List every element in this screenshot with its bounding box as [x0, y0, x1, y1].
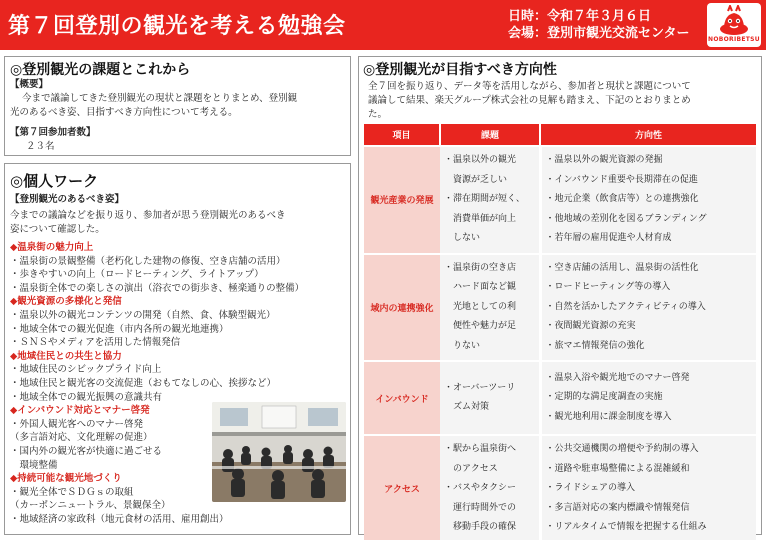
- issue-line: 移動手段の確保: [444, 522, 517, 532]
- section-item: ・地域住民のシビックプライド向上: [10, 364, 162, 376]
- section-item: ・地域経済の家政科（地元食材の活用、雇用創出）: [10, 514, 229, 525]
- direction-line: ・夜間観光資源の充実: [545, 321, 636, 331]
- section-title: ◆観光資源の多様化と発信: [10, 296, 122, 308]
- section-item: （カーボンニュートラル、景観保全）: [10, 500, 171, 512]
- direction-line: ・公共交通機関の増便や予約制の導入: [545, 444, 699, 454]
- issue-line: ・滞在期間が短く、: [444, 194, 525, 204]
- section-title: ◆地域住民との共生と協力: [10, 350, 122, 362]
- issue-line: 便性や魅力が足: [444, 321, 517, 331]
- direction-table: [364, 124, 756, 540]
- section-item: ・地域全体での観光促進（市内各所の観光地連携）: [10, 323, 229, 335]
- header-banner: [0, 0, 766, 50]
- participants-value: ２３名: [26, 141, 55, 152]
- section-item: 環境整備: [10, 459, 58, 471]
- issue-line: ・温泉以外の観光: [444, 155, 517, 165]
- header-direction: 方向性: [540, 124, 756, 146]
- overview-line-2: 光のあるべき姿、目指すべき方向性について考える。: [10, 107, 238, 118]
- direction-line: ・地元企業（飲食店等）との連携強化: [545, 194, 699, 204]
- direction-line: ・リアルタイムで情報を把握する仕組み: [545, 522, 707, 532]
- issue-line: 消費単価が向上: [444, 213, 517, 224]
- direction-line: ・旅マエ情報発信の強化: [545, 340, 645, 351]
- direction-cell: [540, 435, 756, 540]
- issue-cell: [440, 146, 540, 254]
- issue-line: ・バスやタクシー: [444, 483, 517, 493]
- issue-line: りない: [444, 340, 481, 351]
- section-title: ◆持続可能な観光地づくり: [10, 473, 122, 485]
- section-item: ・ＳＮＳやメディアを活用した情報発信: [10, 337, 181, 349]
- section-item: ・外国人観光客へのマナー啓発: [10, 418, 144, 430]
- direction-line: ・温泉以外の観光資源の発掘: [545, 155, 663, 165]
- issue-line: ・オーバーツーリ: [444, 382, 516, 393]
- issue-cell: [440, 435, 540, 540]
- event-meta: [508, 8, 689, 42]
- direction-intro-line-1: 全７回を振り返り、データ等を活用しながら、参加者と現状と課題について: [368, 81, 691, 92]
- section-item: （多言語対応、文化理解の促進）: [10, 432, 153, 444]
- ideal-state-label: 【登別観光のあるべき姿】: [10, 194, 125, 205]
- issue-line: ・駅から温泉街へ: [444, 444, 517, 454]
- direction-line: ・インバウンド重要や長期滞在の促進: [545, 174, 698, 185]
- issue-line: しない: [444, 233, 481, 243]
- issue-line: 運行時間外での: [444, 502, 517, 513]
- header-item: 項目: [364, 124, 440, 146]
- issue-cell: [440, 361, 540, 435]
- section-title: ◆温泉街の魅力向上: [10, 242, 94, 253]
- table-header-row: [364, 124, 756, 146]
- table-row: [364, 361, 756, 435]
- section-item: ・地域全体での観光振興の意識共有: [10, 391, 163, 403]
- event-venue: 会場：登別市観光交流センター: [508, 26, 690, 41]
- direction-line: ・観光地利用に課金制度を導入: [545, 411, 672, 422]
- table-row: [364, 254, 756, 362]
- direction-cell: [540, 361, 756, 435]
- direction-heading: ◎登別観光が目指すべき方向性: [363, 62, 557, 78]
- direction-line: ・ライドシェアの導入: [545, 483, 636, 493]
- category-cell: インバウンド: [364, 361, 440, 435]
- category-cell: アクセス: [364, 435, 440, 540]
- issue-cell: [440, 254, 540, 362]
- section-item: ・観光全体でＳＤＧｓの取組: [10, 486, 134, 498]
- section-item: ・温泉街の景観整備（老朽化した建物の修復、空き店舗の活用）: [10, 255, 286, 267]
- issue-line: 資源が乏しい: [444, 174, 508, 185]
- page-title: 第７回登別の観光を考える勉強会: [8, 14, 346, 39]
- overview-heading: ◎登別観光の課題とこれから: [10, 62, 191, 78]
- issue-line: ズム対策: [444, 402, 490, 412]
- event-date: 日時：令和７年３月６日: [508, 9, 652, 24]
- direction-line: ・温泉入浴や観光地でのマナー啓発: [545, 372, 690, 383]
- direction-line: ・ロードヒーティング等の導入: [545, 282, 671, 292]
- direction-line: ・自然を活かしたアクティビティの導入: [545, 301, 706, 312]
- ideal-intro-line-1: 今までの議論などを振り返り、参加者が思う登別観光のあるべき: [10, 210, 286, 221]
- section-item: ・国内外の観光客が快適に過ごせる: [10, 446, 163, 457]
- direction-line: ・多言語対応の案内標識や情報発信: [545, 502, 690, 513]
- direction-line: ・定期的な満足度調査の実施: [545, 392, 663, 403]
- section-title: ◆インバウンド対応とマナー啓発: [10, 405, 150, 417]
- section-item: ・地域住民と観光客の交流促進（おもてなしの心、挨拶など）: [10, 378, 277, 389]
- overview-label: 【概要】: [10, 79, 49, 90]
- issue-line: のアクセス: [444, 463, 498, 474]
- section-item: ・歩きやすいの向上（ロードヒーティング、ライトアップ）: [10, 269, 264, 281]
- noboribetsu-logo: [707, 3, 761, 47]
- header-issue: 課題: [440, 124, 540, 146]
- category-cell: 域内の連携強化: [364, 254, 440, 362]
- direction-line: ・他地域の差別化を図るブランディング: [545, 213, 707, 224]
- direction-intro-line-3: た。: [368, 109, 388, 120]
- issue-line: ハード面など観: [444, 282, 517, 292]
- overview-line-1: 今まで議論してきた登別観光の現状と課題をとりまとめ、登別観: [22, 93, 298, 104]
- section-item: ・温泉街全体での楽しさの演出（浴衣での街歩き、極楽通りの整備）: [10, 282, 305, 294]
- table-row: [364, 146, 756, 254]
- meeting-photo: [212, 402, 346, 502]
- direction-intro-line-2: 議論して結果、楽天グループ株式会社の見解も踏まえ、下記のとおりまとめ: [368, 95, 691, 106]
- section-item: ・温泉以外の観光コンテンツの開発（自然、食、体験型観光）: [10, 310, 276, 321]
- individual-work-heading: ◎個人ワーク: [10, 172, 99, 190]
- direction-line: ・空き店舗の活用し、温泉街の活性化: [545, 262, 699, 273]
- participants-label: 【第７回参加者数】: [10, 127, 96, 138]
- issue-line: ・温泉街の空き店: [444, 262, 517, 273]
- direction-line: ・若年層の雇用促進や人材育成: [545, 233, 672, 243]
- issue-line: 光地としての利: [444, 301, 517, 312]
- onsen-mascot-icon: [718, 5, 750, 37]
- ideal-intro-line-2: 姿について確認した。: [10, 224, 105, 235]
- category-cell: 観光産業の発展: [364, 146, 440, 254]
- table-row: [364, 435, 756, 540]
- direction-cell: [540, 146, 756, 254]
- direction-line: ・道路や駐車場整備による混雑緩和: [545, 463, 690, 474]
- direction-cell: [540, 254, 756, 362]
- logo-wordmark: NOBORIBETSU: [708, 36, 760, 43]
